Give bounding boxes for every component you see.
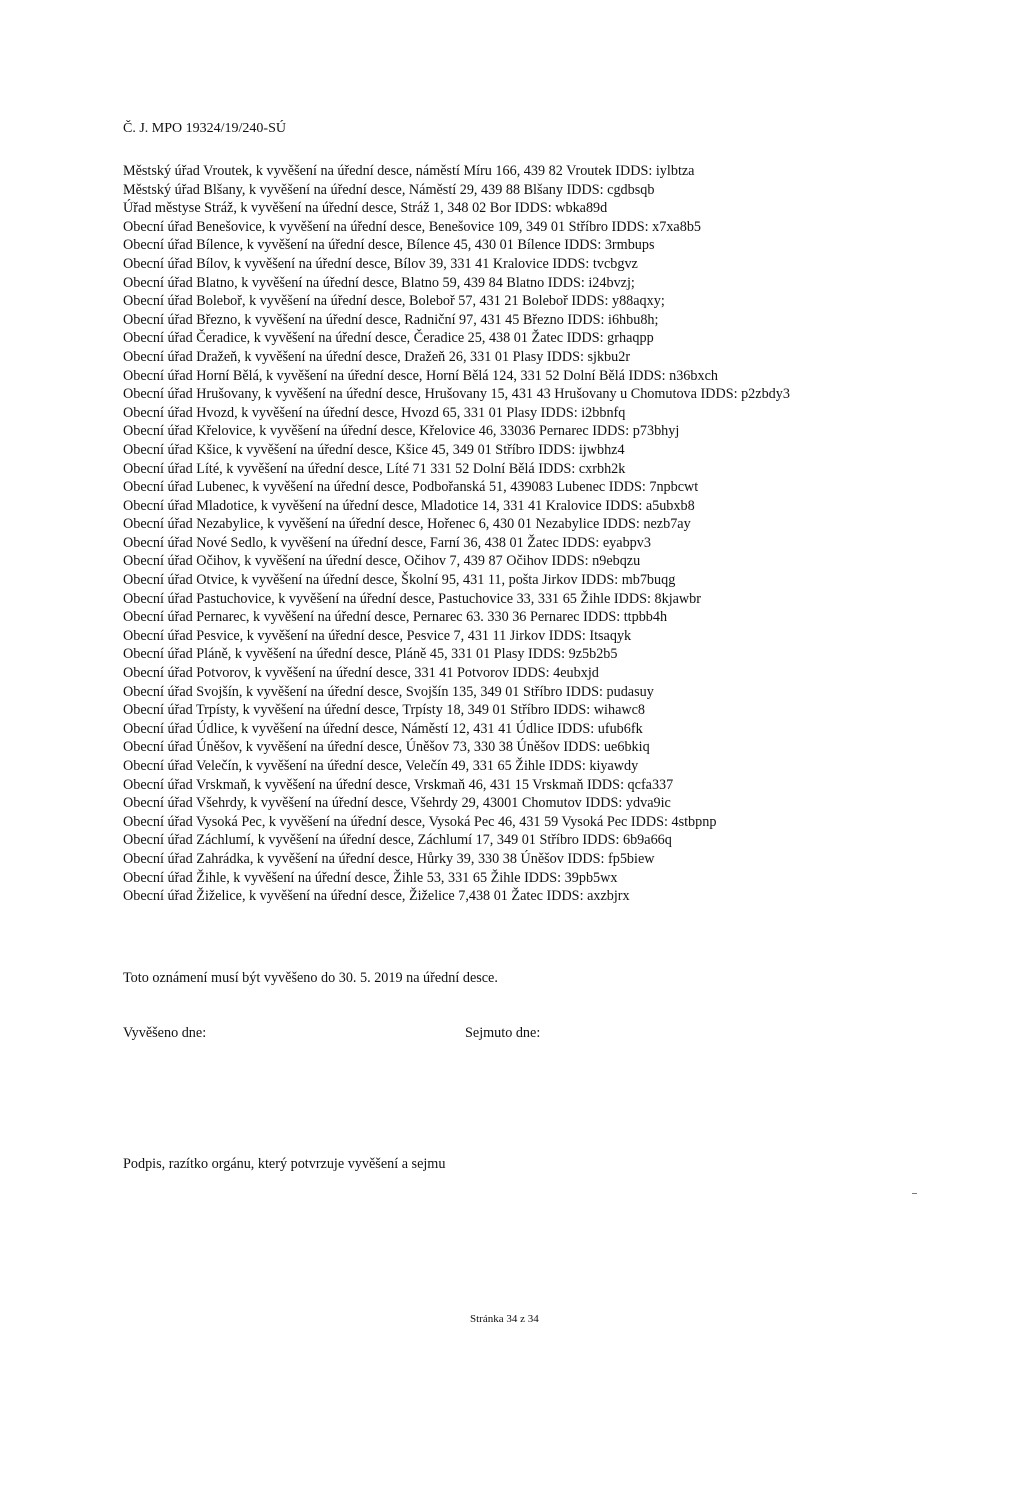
signature-stamp-label: Podpis, razítko orgánu, který potvrzuje vyvěšení a sejmu (123, 1156, 446, 1172)
posting-notice: Toto oznámení musí být vyvěšeno do 30. 5. 2019 na úřední desce. (123, 970, 498, 986)
recipient-line: Obecní úřad Boleboř, k vyvěšení na úřední desce, Boleboř 57, 431 21 Boleboř IDDS: y88aqxy; (123, 293, 665, 310)
reference-number: Č. J. MPO 19324/19/240-SÚ (123, 121, 286, 136)
recipient-line: Obecní úřad Vrskmaň, k vyvěšení na úřední desce, Vrskmaň 46, 431 15 Vrskmaň IDDS: qcfa337 (123, 776, 674, 793)
recipient-line: Obecní úřad Údlice, k vyvěšení na úřední desce, Náměstí 12, 431 41 Údlice IDDS: ufub6fk (123, 720, 643, 737)
recipient-line: Obecní úřad Bílov, k vyvěšení na úřední desce, Bílov 39, 331 41 Kralovice IDDS: tvcbgvz (123, 255, 638, 272)
recipient-line: Obecní úřad Hvozd, k vyvěšení na úřední desce, Hvozd 65, 331 01 Plasy IDDS: i2bbnfq (123, 404, 626, 421)
recipient-line: Obecní úřad Benešovice, k vyvěšení na úřední desce, Benešovice 109, 349 01 Stříbro IDDS: x7xa8b5 (123, 218, 702, 235)
recipient-list (123, 162, 1003, 906)
recipient-line: Obecní úřad Kšice, k vyvěšení na úřední desce, Kšice 45, 349 01 Stříbro IDDS: ijwbhz4 (123, 441, 625, 458)
recipient-line: Obecní úřad Blatno, k vyvěšení na úřední desce, Blatno 59, 439 84 Blatno IDDS: i24bvzj; (123, 274, 635, 291)
scan-mark (912, 1193, 917, 1194)
recipient-line: Městský úřad Vroutek, k vyvěšení na úřední desce, náměstí Míru 166, 439 82 Vroutek IDDS: iylbtza (123, 163, 695, 179)
recipient-line: Obecní úřad Záchlumí, k vyvěšení na úřední desce, Záchlumí 17, 349 01 Stříbro IDDS: 6b9a66q (123, 832, 672, 849)
recipient-line: Obecní úřad Nové Sedlo, k vyvěšení na úřední desce, Farní 36, 438 01 Žatec IDDS: eyabpv3 (123, 534, 651, 551)
recipient-line: Obecní úřad Očihov, k vyvěšení na úřední desce, Očihov 7, 439 87 Očihov IDDS: n9ebqzu (123, 553, 641, 570)
recipient-line: Obecní úřad Vysoká Pec, k vyvěšení na úřední desce, Vysoká Pec 46, 431 59 Vysoká Pec IDDS: 4stbpnp (123, 813, 717, 830)
removed-date-label: Sejmuto dne: (465, 1025, 541, 1041)
recipient-line: Obecní úřad Čeradice, k vyvěšení na úřední desce, Čeradice 25, 438 01 Žatec IDDS: grhaqpp (123, 330, 654, 347)
recipient-line: Obecní úřad Úněšov, k vyvěšení na úřední desce, Úněšov 73, 330 38 Úněšov IDDS: ue6bkiq (123, 739, 650, 756)
recipient-line: Obecní úřad Bílence, k vyvěšení na úřední desce, Bílence 45, 430 01 Bílence IDDS: 3rmbups (123, 237, 655, 254)
recipient-line: Obecní úřad Otvice, k vyvěšení na úřední desce, Školní 95, 431 11, pošta Jirkov IDDS: mb7buqg (123, 572, 676, 589)
recipient-line: Obecní úřad Pastuchovice, k vyvěšení na úřední desce, Pastuchovice 33, 331 65 Žihle IDDS: 8kjawbr (123, 590, 701, 607)
recipient-line: Obecní úřad Potvorov, k vyvěšení na úřední desce, 331 41 Potvorov IDDS: 4eubxjd (123, 665, 599, 682)
recipient-line: Obecní úřad Žiželice, k vyvěšení na úřední desce, Žiželice 7,438 01 Žatec IDDS: axzbjrx (123, 888, 630, 905)
recipient-line: Obecní úřad Všehrdy, k vyvěšení na úřední desce, Všehrdy 29, 43001 Chomutov IDDS: ydva9ic (123, 795, 671, 812)
recipient-line: Obecní úřad Mladotice, k vyvěšení na úřední desce, Mladotice 14, 331 41 Kralovice IDDS: a5ubxb8 (123, 497, 695, 514)
recipient-line: Městský úřad Blšany, k vyvěšení na úřední desce, Náměstí 29, 439 88 Blšany IDDS: cgdbsqb (123, 181, 655, 198)
recipient-line: Obecní úřad Pesvice, k vyvěšení na úřední desce, Pesvice 7, 431 11 Jirkov IDDS: Itsaqyk (123, 627, 632, 644)
recipient-line: Obecní úřad Lubenec, k vyvěšení na úřední desce, Podbořanská 51, 439083 Lubenec IDDS: 7npbcwt (123, 479, 699, 496)
recipient-line: Obecní úřad Svojšín, k vyvěšení na úřední desce, Svojšín 135, 349 01 Stříbro IDDS: pudasuy (123, 683, 654, 700)
posted-date-label: Vyvěšeno dne: (123, 1025, 207, 1041)
recipient-line: Obecní úřad Pláně, k vyvěšení na úřední desce, Pláně 45, 331 01 Plasy IDDS: 9z5b2b5 (123, 646, 618, 663)
recipient-line: Obecní úřad Březno, k vyvěšení na úřední desce, Radniční 97, 431 45 Březno IDDS: i6hbu8h; (123, 311, 659, 328)
recipient-line: Obecní úřad Trpísty, k vyvěšení na úřední desce, Trpísty 18, 349 01 Stříbro IDDS: wihawc8 (123, 702, 646, 719)
recipient-line: Obecní úřad Nezabylice, k vyvěšení na úřední desce, Hořenec 6, 430 01 Nezabylice IDDS: nezb7ay (123, 516, 691, 533)
recipient-line: Úřad městyse Stráž, k vyvěšení na úřední desce, Stráž 1, 348 02 Bor IDDS: wbka89d (123, 200, 608, 217)
recipient-line: Obecní úřad Líté, k vyvěšení na úřední desce, Líté 71 331 52 Dolní Bělá IDDS: cxrbh2k (123, 460, 626, 477)
recipient-line: Obecní úřad Pernarec, k vyvěšení na úřední desce, Pernarec 63. 330 36 Pernarec IDDS: ttpbb4h (123, 609, 668, 626)
recipient-line: Obecní úřad Žihle, k vyvěšení na úřední desce, Žihle 53, 331 65 Žihle IDDS: 39pb5wx (123, 869, 618, 886)
recipient-line: Obecní úřad Křelovice, k vyvěšení na úřední desce, Křelovice 46, 33036 Pernarec IDDS: p73bhyj (123, 423, 680, 440)
page-number: Stránka 34 z 34 (470, 1313, 539, 1325)
recipient-line: Obecní úřad Velečín, k vyvěšení na úřední desce, Velečín 49, 331 65 Žihle IDDS: kiyawdy (123, 758, 639, 774)
recipient-line: Obecní úřad Dražeň, k vyvěšení na úřední desce, Dražeň 26, 331 01 Plasy IDDS: sjkbu2r (123, 348, 631, 365)
recipient-line: Obecní úřad Horní Bělá, k vyvěšení na úřední desce, Horní Bělá 124, 331 52 Dolní Bělá IDDS: n36bxch (123, 367, 718, 384)
recipient-line: Obecní úřad Zahrádka, k vyvěšení na úřední desce, Hůrky 39, 330 38 Úněšov IDDS: fp5biew (123, 850, 655, 867)
recipient-line: Obecní úřad Hrušovany, k vyvěšení na úřední desce, Hrušovany 15, 431 43 Hrušovany u Chomutova IDDS: p2zbdy3 (123, 386, 790, 403)
